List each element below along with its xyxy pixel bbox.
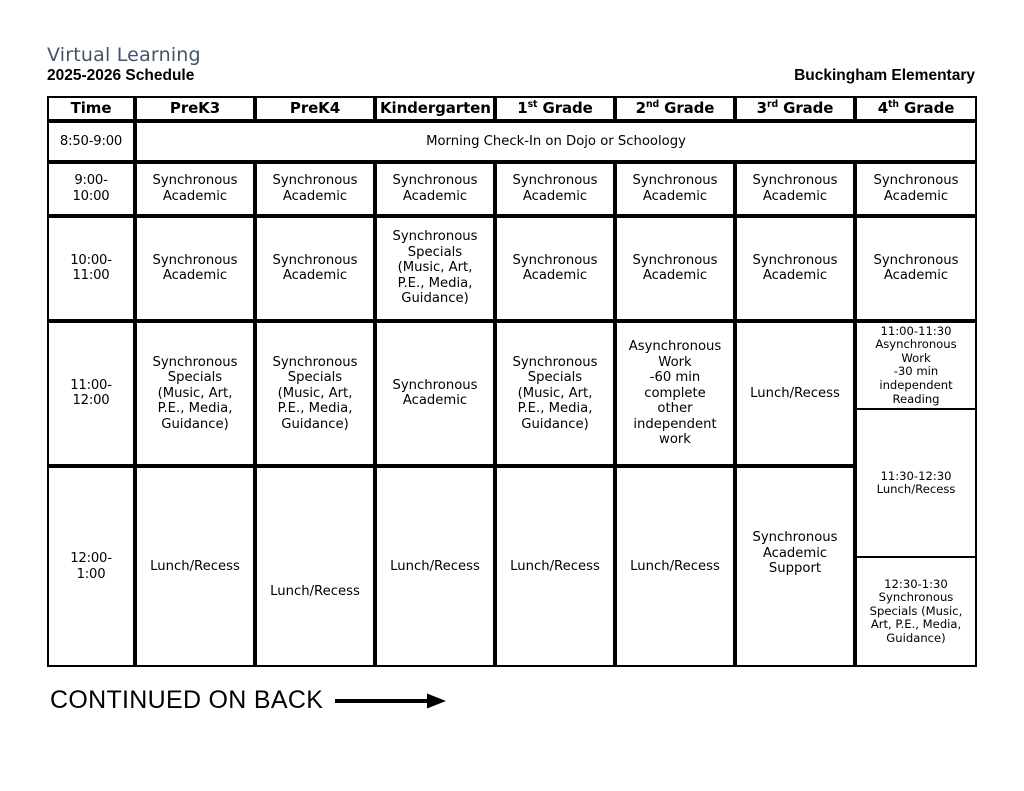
grade1-ordinal-suffix: st	[527, 99, 538, 110]
grade4-tail: Grade	[898, 99, 955, 117]
cell-grade2: Lunch/Recess	[615, 466, 735, 667]
column-header-prek4: PreK4	[255, 96, 375, 121]
cell-prek3: Synchronous Specials (Music, Art, P.E., Media, Guidance)	[135, 321, 255, 467]
column-header-prek3: PreK3	[135, 96, 255, 121]
time-end: 12:00	[72, 393, 110, 409]
table-row	[47, 466, 977, 667]
cell-kindergarten: Lunch/Recess	[375, 466, 495, 667]
time-end: 10:00	[72, 188, 110, 204]
cell-grade4-sub-3: 12:30-1:30 Synchronous Specials (Music, Art, P.E., Media, Guidance)	[857, 558, 975, 665]
page-title: Virtual Learning	[47, 44, 201, 66]
grade1-ordinal-text: 1	[517, 99, 528, 117]
cell-grade2: Synchronous Academic	[615, 216, 735, 321]
cell-kindergarten: Synchronous Specials (Music, Art, P.E., Media, Guidance)	[375, 216, 495, 321]
time-start: 10:00-	[70, 252, 112, 268]
cell-prek4: Lunch/Recess	[255, 466, 375, 667]
grade2-ordinal-text: 2	[635, 99, 646, 117]
grade1-tail: Grade	[537, 99, 593, 117]
column-header-grade2	[615, 96, 735, 121]
grade3-ordinal-text: 3	[756, 99, 767, 117]
cell-prek3: Synchronous Academic	[135, 162, 255, 216]
cell-prek3: Synchronous Academic	[135, 216, 255, 321]
time-cell	[47, 321, 135, 467]
school-name-label: Buckingham Elementary	[794, 67, 975, 84]
cell-grade3: Lunch/Recess	[735, 321, 855, 467]
time-start: 9:00-	[74, 173, 108, 189]
column-header-grade1	[495, 96, 615, 121]
cell-morning-checkin: Morning Check-In on Dojo or Schoology	[135, 121, 977, 162]
cell-grade3: Synchronous Academic	[735, 162, 855, 216]
table-row	[47, 121, 977, 162]
time-start: 12:00-	[70, 551, 112, 567]
cell-kindergarten: Synchronous Academic	[375, 162, 495, 216]
arrow-right-icon	[335, 692, 447, 710]
schedule-table	[47, 96, 977, 667]
cell-grade4: Synchronous Academic	[855, 162, 977, 216]
grade4-subrow	[857, 410, 975, 558]
cell-grade4: Synchronous Academic	[855, 216, 977, 321]
grade4-ordinal-suffix: th	[888, 99, 899, 110]
time-cell	[47, 466, 135, 667]
table-header-row	[47, 96, 977, 121]
column-header-kindergarten: Kindergarten	[375, 96, 495, 121]
schedule-year-label: 2025-2026 Schedule	[47, 67, 195, 84]
continued-note	[50, 686, 447, 715]
cell-grade3: Synchronous Academic Support	[735, 466, 855, 667]
cell-grade3: Synchronous Academic	[735, 216, 855, 321]
continued-label: CONTINUED ON BACK	[50, 686, 324, 714]
grade2-ordinal-suffix: nd	[645, 99, 660, 110]
cell-grade1: Synchronous Academic	[495, 216, 615, 321]
time-end: 11:00	[72, 268, 110, 284]
cell-kindergarten: Synchronous Academic	[375, 321, 495, 467]
cell-grade4-subgrid	[855, 321, 977, 667]
cell-grade4-sub-1: 11:00-11:30 Asynchronous Work -30 min independent Reading	[857, 323, 975, 411]
page-header	[47, 44, 977, 85]
time-cell: 8:50-9:00	[47, 121, 135, 162]
cell-grade1: Synchronous Specials (Music, Art, P.E., Media, Guidance)	[495, 321, 615, 467]
table-row	[47, 216, 977, 321]
column-header-grade4	[855, 96, 977, 121]
time-cell	[47, 216, 135, 321]
time-start: 11:00-	[70, 377, 112, 393]
grade2-tail: Grade	[659, 99, 715, 117]
grade4-subtable	[857, 323, 975, 665]
time-end: 1:00	[76, 566, 106, 582]
column-header-time: Time	[47, 96, 135, 121]
cell-prek3: Lunch/Recess	[135, 466, 255, 667]
subtitle-row	[47, 67, 977, 85]
cell-prek4: Synchronous Academic	[255, 216, 375, 321]
cell-grade1: Lunch/Recess	[495, 466, 615, 667]
grade4-ordinal-text: 4	[877, 99, 889, 117]
cell-grade2: Asynchronous Work -60 min complete other independent work	[615, 321, 735, 467]
grade4-subrow	[857, 558, 975, 665]
grade3-tail: Grade	[778, 99, 834, 117]
table-row	[47, 321, 977, 467]
table-row	[47, 162, 977, 216]
cell-prek4: Synchronous Academic	[255, 162, 375, 216]
cell-grade4-sub-2: 11:30-12:30 Lunch/Recess	[857, 410, 975, 558]
grade3-ordinal-suffix: rd	[766, 99, 778, 110]
cell-grade2: Synchronous Academic	[615, 162, 735, 216]
grade4-subrow	[857, 323, 975, 411]
time-cell	[47, 162, 135, 216]
cell-prek4: Synchronous Specials (Music, Art, P.E., Media, Guidance)	[255, 321, 375, 467]
column-header-grade3	[735, 96, 855, 121]
cell-grade1: Synchronous Academic	[495, 162, 615, 216]
